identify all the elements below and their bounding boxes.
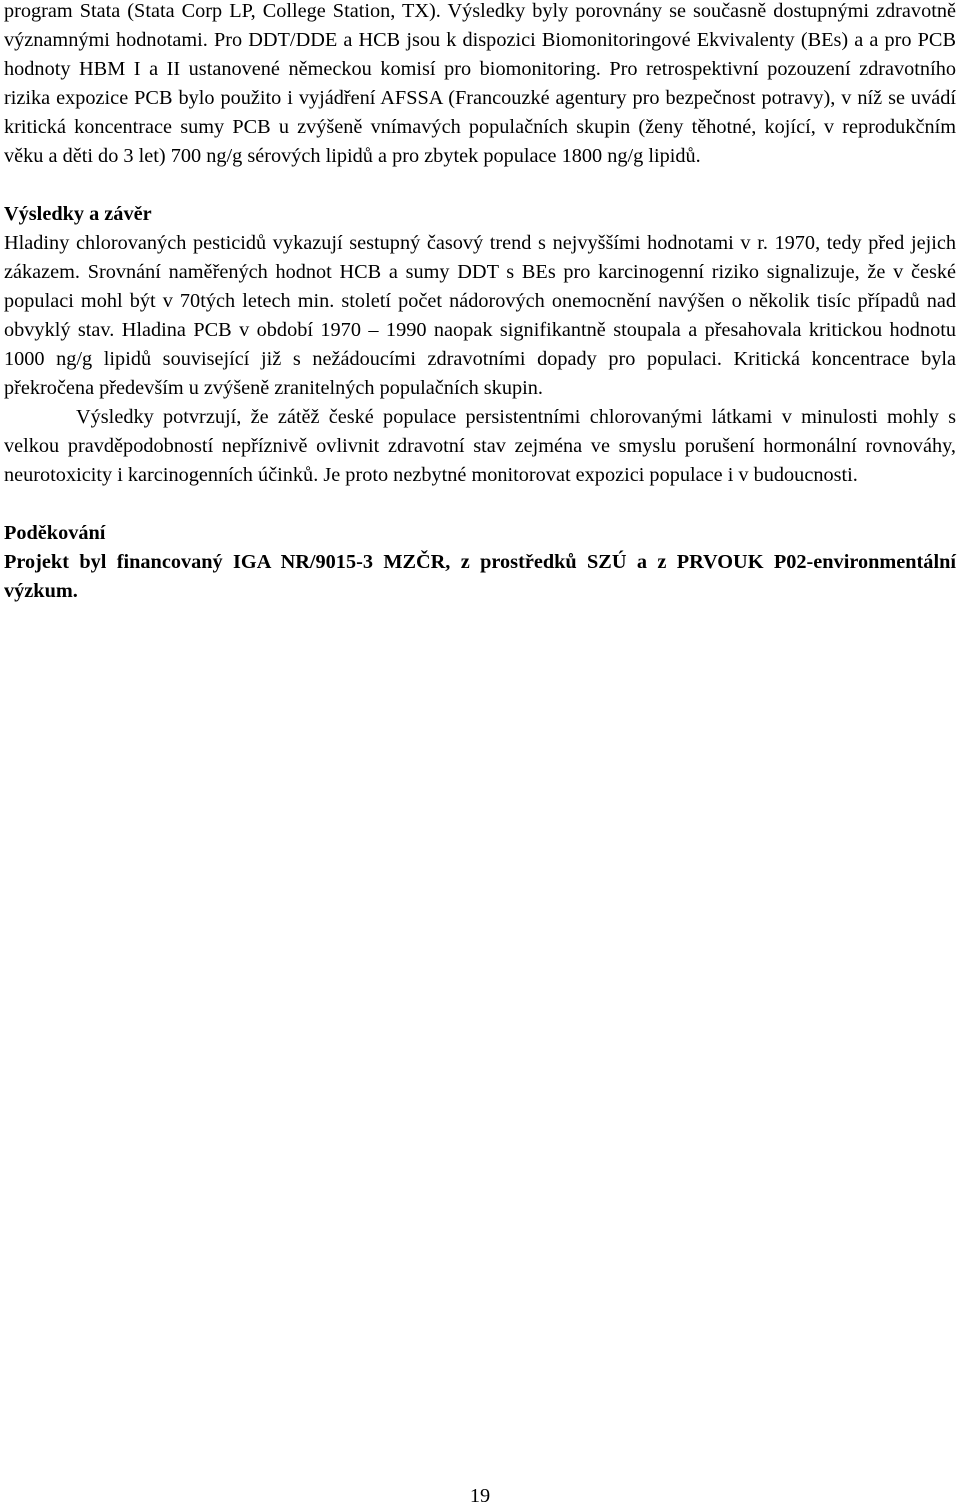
results-paragraph-1: Hladiny chlorovaných pesticidů vykazují sestupný časový trend s nejvyššími hodnotami v r. 1970, tedy před jejich zákazem. Srovnání naměřených hodnot HCB a sumy DDT s BEs pro karcinogenní riziko signalizuje, že v české populaci mohl být v 70tých letech min. století počet nádorových onemocnění navýšen o několik tisíc případů nad obvyklý stav. Hladina PCB v období 1970 – 1990 naopak signifikantně stoupala a přesahovala kritickou hodnotu 1000 ng/g lipidů související již s nežádoucími zdravotními dopady pro populaci. Kritická koncentrace byla překročena především u zvýšeně zranitelných populačních skupin.	[4, 232, 956, 399]
document-page	[4, 0, 956, 606]
results-paragraph-2: Výsledky potvrzují, že zátěž české populace persistentními chlorovanými látkami v minulosti mohly s velkou pravděpodobností nepříznivě ovlivnit zdravotní stav zejména ve smyslu porušení hormonální rovnováhy, neurotoxicity i karcinogenních účinků. Je proto nezbytné monitorovat expozici populace i v budoucnosti.	[4, 406, 956, 486]
acknowledgement-heading: Poděkování	[4, 522, 106, 544]
results-heading: Výsledky a závěr	[4, 203, 152, 225]
page-number: 19	[469, 1485, 491, 1507]
methods-paragraph: program Stata (Stata Corp LP, College Station, TX). Výsledky byly porovnány se současně dostupnými zdravotně významnými hodnotami. Pro DDT/DDE a HCB jsou k dispozici Biomonitoringové Ekvivalenty (BEs) a a pro PCB hodnoty HBM I a II ustanovené německou komisí pro biomonitoring. Pro retrospektivní pozouzení zdravotního rizika expozice PCB bylo použito i vyjádření AFSSA (Francouzké agentury pro bezpečnost potravy), v níž se uvádí kritická koncentrace sumy PCB u zvýšeně vnímavých populačních skupin (ženy těhotné, kojící, v reprodukčním věku a děti do 3 let) 700 ng/g sérových lipidů a pro zbytek populace 1800 ng/g lipidů.	[4, 0, 956, 167]
acknowledgement-text: Projekt byl financovaný IGA NR/9015-3 MZČR, z prostředků SZÚ a z PRVOUK P02-environmentální výzkum.	[4, 551, 956, 602]
